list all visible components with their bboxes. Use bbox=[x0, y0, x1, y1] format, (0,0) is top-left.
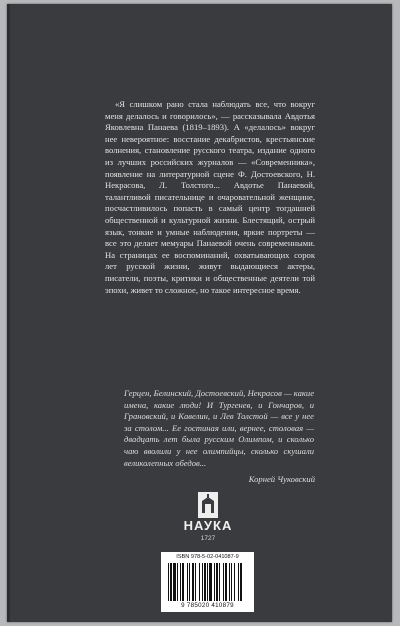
spine-edge bbox=[7, 4, 10, 622]
nauka-logo-icon bbox=[198, 492, 218, 518]
book-description: «Я слишком рано стала наблюдать все, что вокруг меня делалось и говорилось», — рассказывала Авдотья Яковлевна Панаева (1819–1893). А «делалось» вокруг нее невероятное: восстание декабристов, крестьянские волнения, становление русского театра, издание одного из лучших российских журналов — «Современника», появление на литературной сцене Ф. Достоевского, Н. Некрасова, Л. Толстого... Авдотье Панаевой, талантливой писательнице и очаровательной женщине, посчастливилось попасть в самый центр тогдашней общественной и культурной жизни. Блестящий, острый язык, тонкие и умные наблюдения, яркие портреты — все это делает мемуары Панаевой очень современными. На страницах ее воспоминаний, охватывающих сорок лет русской жизни, живут выдающиеся актеры, писатели, поэты, критики и общественные деятели той эпохи, живет то сложное, но такое интересное время. bbox=[105, 99, 315, 295]
barcode-number: 9 785020 410879 bbox=[181, 602, 234, 609]
quote-author: Корней Чуковский bbox=[248, 474, 315, 484]
isbn-label: ISBN 978-5-02-041087-9 bbox=[176, 554, 239, 560]
publisher-year: 1727 bbox=[200, 535, 216, 542]
publisher-name: НАУКА bbox=[183, 518, 233, 533]
book-back-cover bbox=[7, 4, 392, 622]
isbn-block bbox=[161, 552, 254, 612]
review-quote: Герцен, Белинский, Достоевский, Некрасов — какие имена, какие люди! И Тургенев, и Гончаров, и Грановский, и Кавелин, и Лев Толстой — все у нее за столом... Ее гостиная или, вернее, столовая — двадцать лет была русским Олимпом, и сколько чаю вволили у нее олимпийцы, сколько скушали великолепных обедов... bbox=[124, 388, 315, 468]
barcode bbox=[168, 563, 247, 601]
